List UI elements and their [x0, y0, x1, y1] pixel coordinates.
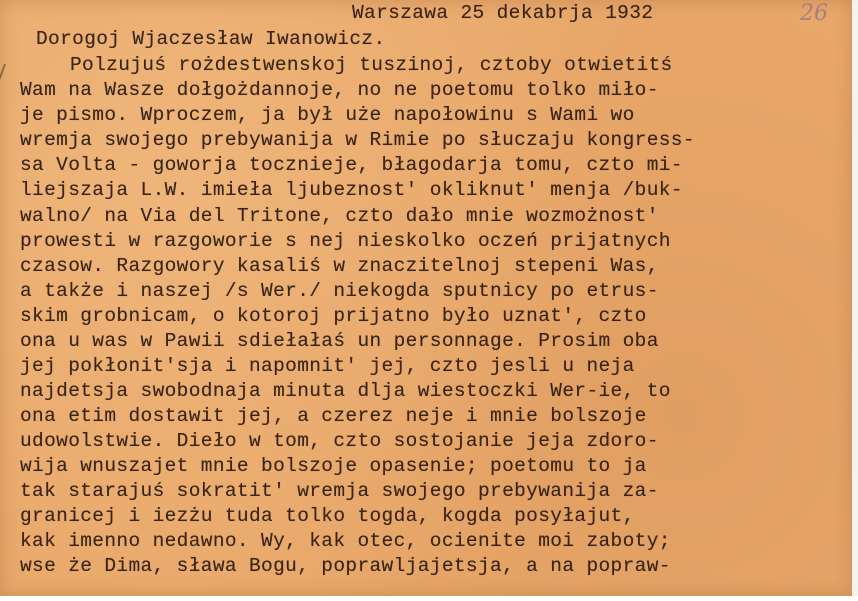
body-line-11: skim grobnicam, o kotoroj prijatno było uznat', czto: [20, 305, 647, 327]
body-line-7: walno/ na Via del Tritone, czto dało mnie wozmożnost': [20, 205, 659, 227]
body-line-4: wremja swojego prebywanija w Rimie po słuczaju kongress-: [20, 129, 695, 151]
body-line-2: Wam na Wasze dołgożdannoje, no ne poetomu tolko miło-: [20, 79, 659, 101]
body-line-8: prowesti w razgoworie s nej nieskolko oczeń prijatnych: [20, 230, 671, 252]
body-line-16: udowolstwie. Dieło w tom, czto sostojanie jeja zdoro-: [20, 430, 659, 452]
paper-edge-damage: [0, 64, 14, 86]
body-line-12: ona u was w Pawii sdiełałaś un personnage. Prosim oba: [20, 330, 659, 352]
pencil-annotation: 26: [800, 1, 828, 26]
body-line-3: je pismo. Wproczem, ja był uże napołowinu s Wami wo: [20, 104, 635, 126]
body-line-5: sa Volta - goworja toczniejе, błagodarja tomu, czto mi-: [20, 154, 683, 176]
date-line: Warszawa 25 dekabrja 1932: [352, 2, 654, 24]
body-line-20: kak imenno nedawno. Wy, kak otec, ocienite moi zaboty;: [20, 530, 671, 552]
body-line-6: liejszaja L.W. imieła ljubeznost' okliknut' menja /buk-: [20, 179, 683, 201]
body-line-15: ona etim dostawit jej, a czerez neje i mnie bolszoje: [20, 405, 647, 427]
body-line-14: najdetsja swobodnaja minuta dlja wiestoczki Wer-ie, to: [20, 380, 671, 402]
body-line-21: wse że Dima, sława Bogu, poprawljajetsja, a na popraw-: [20, 555, 671, 577]
body-line-19: granicej i iezżu tuda tolko togda, kogda posyłajut,: [20, 505, 635, 527]
salutation: Dorogoj Wjaczesław Iwanowicz.: [36, 28, 386, 50]
body-line-1: Polzujuś rożdestwenskoj tuszinoj, cztoby otwietitś: [70, 54, 673, 76]
body-line-18: tak starajuś sokratit' wremja swojego prebywanija za-: [20, 480, 659, 502]
body-line-9: czasow. Razgowory kasaliś w znaczitelnoj stepeni Was,: [20, 255, 659, 277]
body-line-17: wija wnuszajet mnie bolszoje opasenie; poetomu to ja: [20, 455, 647, 477]
body-line-13: jej pokłonit'sja i napomnit' jej, czto jesli u neja: [20, 355, 635, 377]
body-line-10: a także i naszej /s Wer./ niekogda sputnicy po etrus-: [20, 280, 659, 302]
